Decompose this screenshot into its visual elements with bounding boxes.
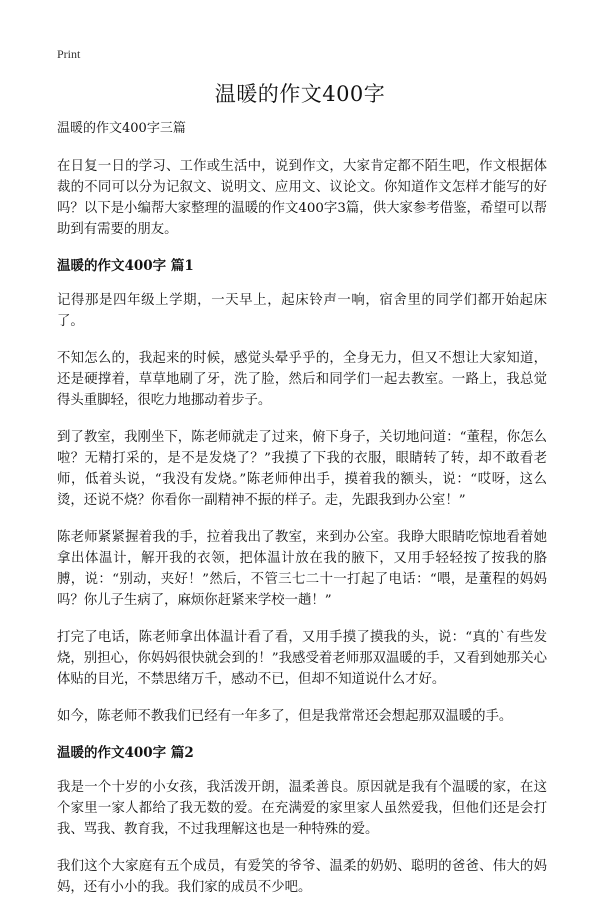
print-link[interactable]: Print [57, 47, 81, 61]
intro-paragraph: 在日复一日的学习、工作或生活中，说到作文，大家肯定都不陌生吧，作文根据体裁的不同可以分为记叙文、说明文、应用文、议论文。你知道作文怎样才能写的好吗？以下是小编帮大家整理的温暖的作文400字3篇，供大家参考借鉴，希望可以帮助到有需要的朋友。 [57, 159, 547, 237]
paragraph: 打完了电话，陈老师拿出体温计看了看，又用手摸了摸我的头，说：“真的`有些发烧，别担心，你妈妈很快就会到的！”我感受着老师那双温暖的手，又看到她那关心体贴的目光，不禁思绪万千，感动不已，但却不知道说什么才好。 [57, 630, 547, 687]
section-heading-1: 温暖的作文400字 篇1 [57, 258, 194, 274]
article-body [57, 120, 547, 914]
paragraph: 记得那是四年级上学期，一天早上，起床铃声一响，宿舍里的同学们都开始起床了。 [57, 293, 547, 329]
paragraph: 我们这个大家庭有五个成员，有爱笑的爷爷、温柔的奶奶、聪明的爸爸、伟大的妈妈，还有小小的我。我们家的成员不少吧。 [57, 859, 547, 895]
paragraph: 不知怎么的，我起来的时候，感觉头晕乎乎的，全身无力，但又不想让大家知道，还是硬撑着，草草地刷了牙，洗了脸，然后和同学们一起去教室。一路上，我总觉得头重脚轻，很吃力地挪动着步子。 [57, 351, 547, 408]
paragraph: 我是一个十岁的小女孩，我活泼开朗，温柔善良。原因就是我有个温暖的家，在这个家里一家人都给了我无数的爱。在充满爱的家里家人虽然爱我，但他们还是会打我、骂我、教育我，不过我理解这也是一种特殊的爱。 [57, 780, 547, 837]
page-title: 温暖的作文400字 [214, 82, 386, 106]
paragraph: 如今，陈老师不教我们已经有一年多了，但是我常常还会想起那双温暖的手。 [57, 709, 513, 724]
paragraph: 到了教室，我刚坐下，陈老师就走了过来，俯下身子，关切地问道：“董程，你怎么啦？无精打采的，是不是发烧了？”我摸了下我的衣服，眼睛转了转，却不敢看老师，低着头说，“我没有发烧。”陈老师伸出手，摸着我的额头，说：“哎呀，这么烫，还说不烧？你看你一副精神不振的样子。走，先跟我到办公室！” [57, 430, 547, 508]
section-heading-2: 温暖的作文400字 篇2 [57, 745, 194, 761]
paragraph: 陈老师紧紧握着我的手，拉着我出了教室，来到办公室。我睁大眼睛吃惊地看着她拿出体温计，解开我的衣领，把体温计放在我的腋下，又用手轻轻按了按我的胳膊，说：“别动，夹好！”然后，不管三七二十一打起了电话：“喂，是董程的妈妈吗？你儿子生病了，麻烦你赶紧来学校一趟！” [57, 530, 547, 608]
article-subtitle: 温暖的作文400字三篇 [57, 121, 186, 136]
